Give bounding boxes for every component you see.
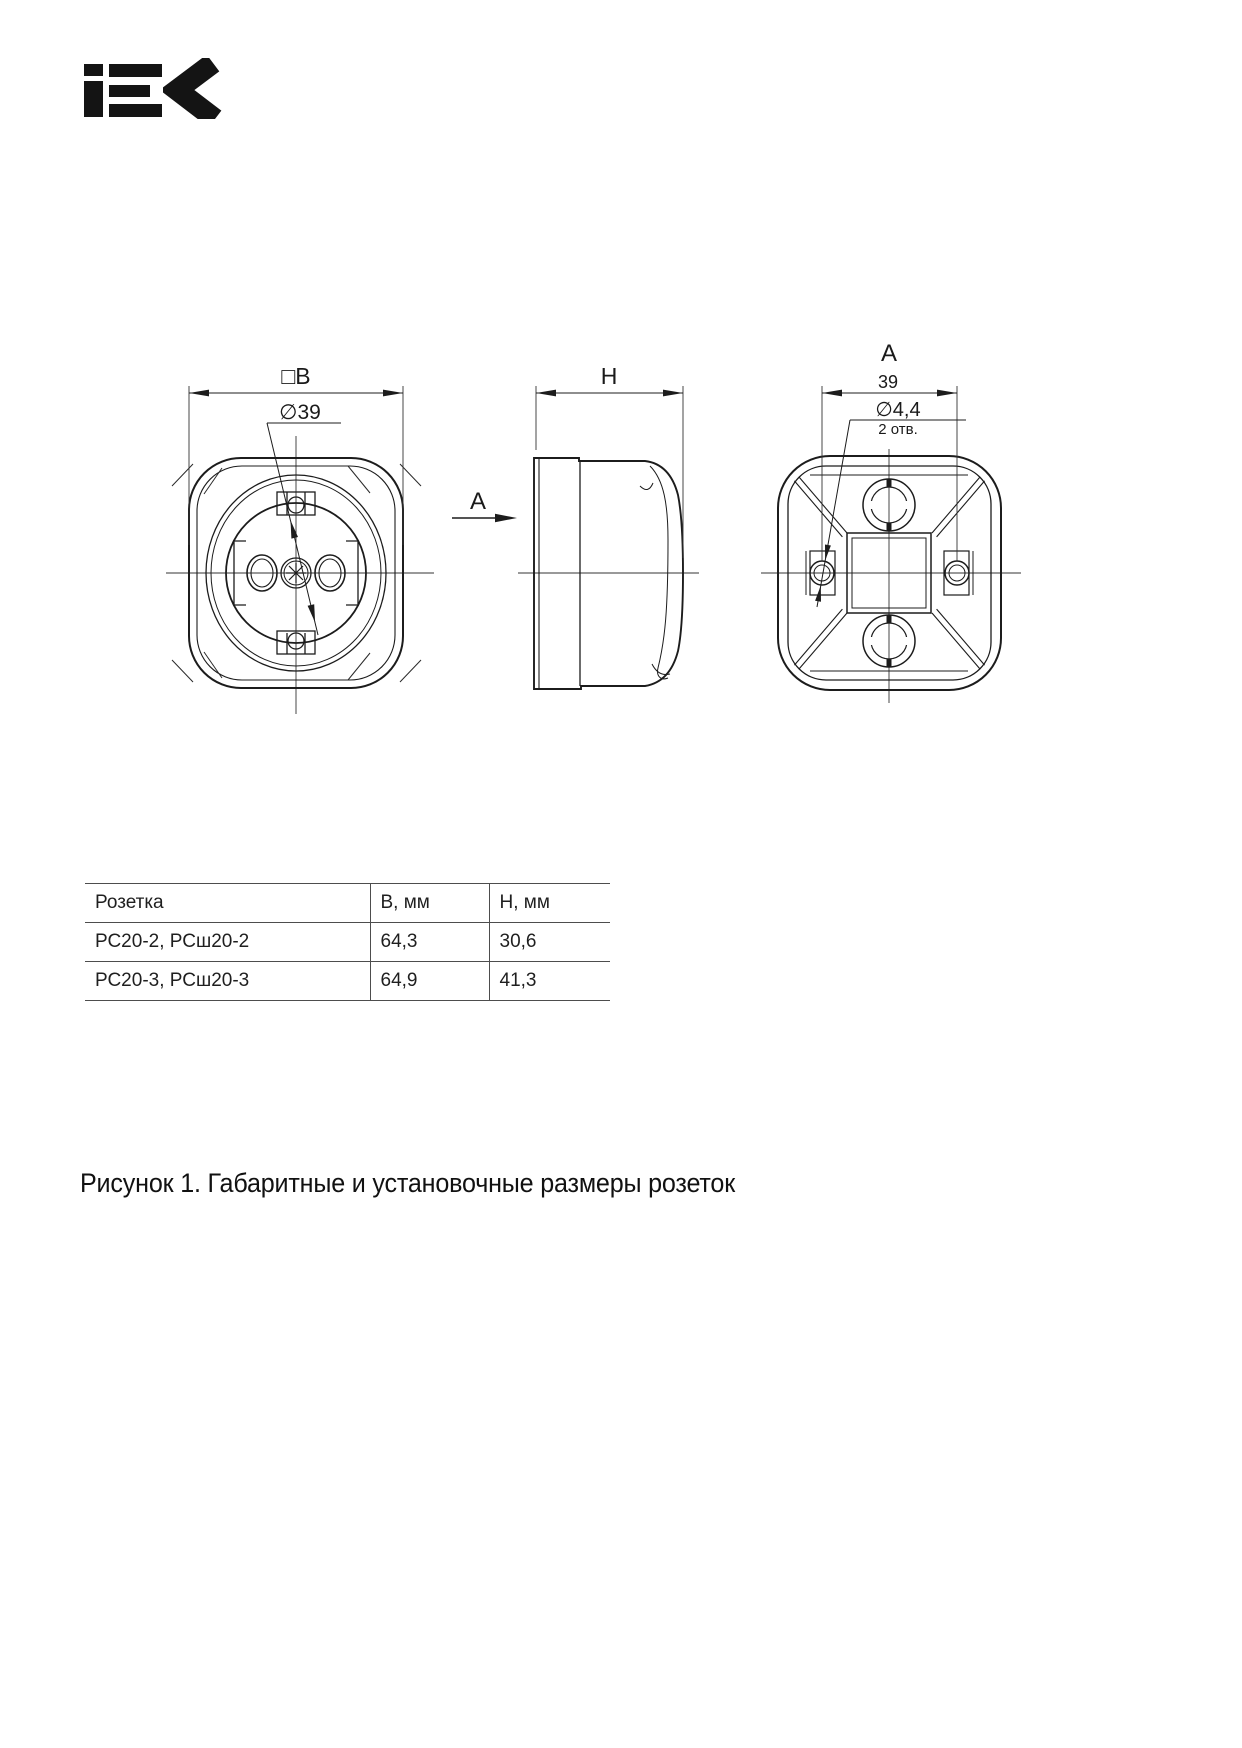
front-view — [166, 363, 434, 714]
figure-caption: Рисунок 1. Габаритные и установочные размеры розеток — [80, 1168, 736, 1198]
cell-model: РС20-3, РСш20-3 — [85, 962, 370, 1001]
view-direction-arrow — [452, 488, 517, 522]
table-row — [85, 962, 610, 1001]
back-view — [761, 340, 1021, 703]
cell-b: 64,9 — [370, 962, 489, 1001]
back-hole-diameter-leader — [815, 420, 966, 607]
cell-b: 64,3 — [370, 923, 489, 962]
back-hole-distance-label: 39 — [877, 372, 899, 392]
table-header-b: B, мм — [370, 884, 489, 923]
side-depth-label: H — [600, 363, 618, 389]
cell-h: 30,6 — [489, 923, 610, 962]
front-diameter-leader — [267, 423, 341, 635]
front-width-label: □B — [281, 363, 311, 389]
front-diameter-label: ∅39 — [279, 401, 321, 424]
cell-h: 41,3 — [489, 962, 610, 1001]
table-header-row — [85, 884, 610, 923]
cell-model: РС20-2, РСш20-2 — [85, 923, 370, 962]
dimensions-table — [85, 883, 610, 1001]
view-direction-label: A — [469, 488, 487, 515]
table-row — [85, 923, 610, 962]
side-view — [518, 363, 699, 689]
figure-drawing — [0, 0, 1242, 780]
table-header-model: Розетка — [85, 884, 370, 923]
side-depth-dimension — [536, 386, 683, 558]
back-view-label: A — [880, 340, 898, 367]
back-hole-count-label: 2 отв. — [878, 421, 918, 438]
table-header-h: H, мм — [489, 884, 610, 923]
back-hole-diameter-label: ∅4,4 — [875, 399, 921, 421]
